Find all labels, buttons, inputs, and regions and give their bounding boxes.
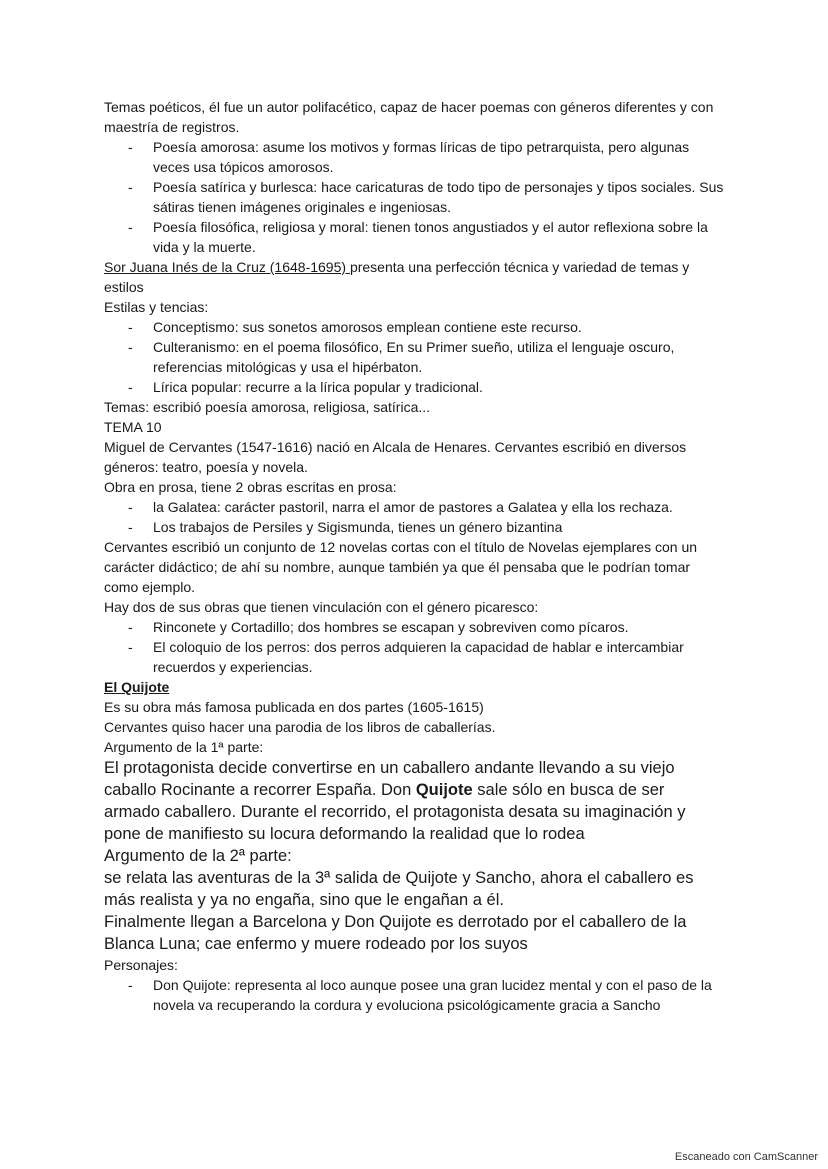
- list-item-text: la Galatea: carácter pastoril, narra el amor de pastores a Galatea y ella los rechaza.: [153, 499, 673, 515]
- bullet-dash: -: [128, 139, 133, 155]
- bullet-dash: -: [128, 339, 133, 355]
- arg2-paragraph-1: se relata las aventuras de la 3ª salida de Quijote y Sancho, ahora el caballero es más realista y ya no engaña, sino que le engañan a él.: [104, 869, 694, 909]
- list-item: [104, 975, 724, 1015]
- bullet-dash: -: [128, 639, 133, 655]
- arg1-title: Argumento de la 1ª parte:: [104, 739, 264, 755]
- list-item: [104, 637, 724, 677]
- estilos-list: [104, 317, 724, 397]
- list-item-text: Poesía filosófica, religiosa y moral: tienen tonos angustiados y el autor reflexiona sobre la vida y la muerte.: [153, 219, 708, 255]
- quijote-heading: El Quijote: [104, 679, 170, 695]
- prosa-title: Obra en prosa, tiene 2 obras escritas en prosa:: [104, 479, 397, 495]
- bullet-dash: -: [128, 499, 133, 515]
- bullet-dash: -: [128, 319, 133, 335]
- bullet-dash: -: [128, 519, 133, 535]
- arg1-text-b: sale sólo en busca de ser armado caballero. Durante el recorrido, el protagonista desata su imaginación y pone de manifiesto su locura deformando la realidad que lo rodea: [104, 781, 686, 843]
- temas-poeticos-paragraph: Temas poéticos, él fue un autor polifacético, capaz de hacer poemas con géneros diferentes y con maestría de registros.: [104, 99, 714, 135]
- list-item-text: Rinconete y Cortadillo; dos hombres se escapan y sobreviven como pícaros.: [153, 619, 629, 635]
- personajes-title: Personajes:: [104, 957, 178, 973]
- list-item-text: Lírica popular: recurre a la lírica popular y tradicional.: [153, 379, 483, 395]
- list-item: [104, 177, 724, 217]
- list-item-text: Poesía amorosa: asume los motivos y formas líricas de tipo petrarquista, pero algunas veces usa tópicos amorosos.: [153, 139, 690, 175]
- poesia-list: [104, 137, 724, 257]
- bullet-dash: -: [128, 379, 133, 395]
- list-item: [104, 137, 724, 177]
- novelas-paragraph: Cervantes escribió un conjunto de 12 novelas cortas con el título de Novelas ejemplares con un carácter didáctico; de ahí su nombre, aunque también ya que él pensaba que le podrían tomar como ejemplo.: [104, 539, 698, 595]
- arg2-title: Argumento de la 2ª parte:: [104, 847, 292, 865]
- list-item: [104, 617, 724, 637]
- list-item: [104, 217, 724, 257]
- list-item: [104, 317, 724, 337]
- document-page: [104, 97, 724, 1015]
- list-item-text: Poesía satírica y burlesca: hace caricaturas de todo tipo de personajes y tipos sociales. Sus sátiras tienen imágenes originales e ingeniosas.: [153, 179, 724, 215]
- temas-line: Temas: escribió poesía amorosa, religiosa, satírica...: [104, 399, 431, 415]
- arg2-paragraph-2: Finalmente llegan a Barcelona y Don Quijote es derrotado por el caballero de la Blanca Luna; cae enfermo y muere rodeado por los suyos: [104, 913, 687, 953]
- list-item: [104, 377, 724, 397]
- list-item-text: Don Quijote: representa al loco aunque posee una gran lucidez mental y con el paso de la novela va recuperando la cordura y evoluciona psicológicamente gracia a Sancho: [153, 977, 712, 1013]
- list-item-text: El coloquio de los perros: dos perros adquieren la capacidad de hablar e intercambiar recuerdos y experiencias.: [153, 639, 684, 675]
- bullet-dash: -: [128, 977, 133, 993]
- list-item-text: Culteranismo: en el poema filosófico, En su Primer sueño, utiliza el lenguaje oscuro, referencias mitológicas y usa el hipérbaton.: [153, 339, 675, 375]
- quijote-line1: Es su obra más famosa publicada en dos partes (1605-1615): [104, 699, 484, 715]
- quijote-line2: Cervantes quiso hacer una parodia de los libros de caballerías.: [104, 719, 496, 735]
- cervantes-intro: Miguel de Cervantes (1547-1616) nació en Alcala de Henares. Cervantes escribió en diversos géneros: teatro, poesía y novela.: [104, 439, 687, 475]
- scanner-watermark: Escaneado con CamScanner: [674, 1151, 818, 1163]
- bullet-dash: -: [128, 619, 133, 635]
- arg1-bold-word: Quijote: [415, 781, 473, 799]
- picaresco-title: Hay dos de sus obras que tienen vinculación con el género picaresco:: [104, 599, 539, 615]
- list-item-text: Los trabajos de Persiles y Sigismunda, tienes un género bizantina: [153, 519, 563, 535]
- estilos-title: Estilas y tencias:: [104, 299, 209, 315]
- picaresco-list: [104, 617, 724, 677]
- prosa-list: [104, 497, 724, 537]
- tema10-heading: TEMA 10: [104, 419, 162, 435]
- sor-juana-name: Sor Juana Inés de la Cruz (1648-1695): [104, 259, 350, 275]
- sor-juana-rest: presenta una perfección técnica y variedad de temas y estilos: [104, 259, 690, 295]
- list-item: [104, 517, 724, 537]
- list-item-text: Conceptismo: sus sonetos amorosos emplean contiene este recurso.: [153, 319, 582, 335]
- personajes-list: [104, 975, 724, 1015]
- bullet-dash: -: [128, 219, 133, 235]
- arg1-paragraph: [104, 757, 724, 845]
- list-item: [104, 337, 724, 377]
- arg1-text-a: El protagonista decide convertirse en un caballero andante llevando a su viejo caballo Rocinante a recorrer España. Don: [104, 759, 675, 799]
- bullet-dash: -: [128, 179, 133, 195]
- sor-juana-paragraph: [104, 257, 724, 297]
- list-item: [104, 497, 724, 517]
